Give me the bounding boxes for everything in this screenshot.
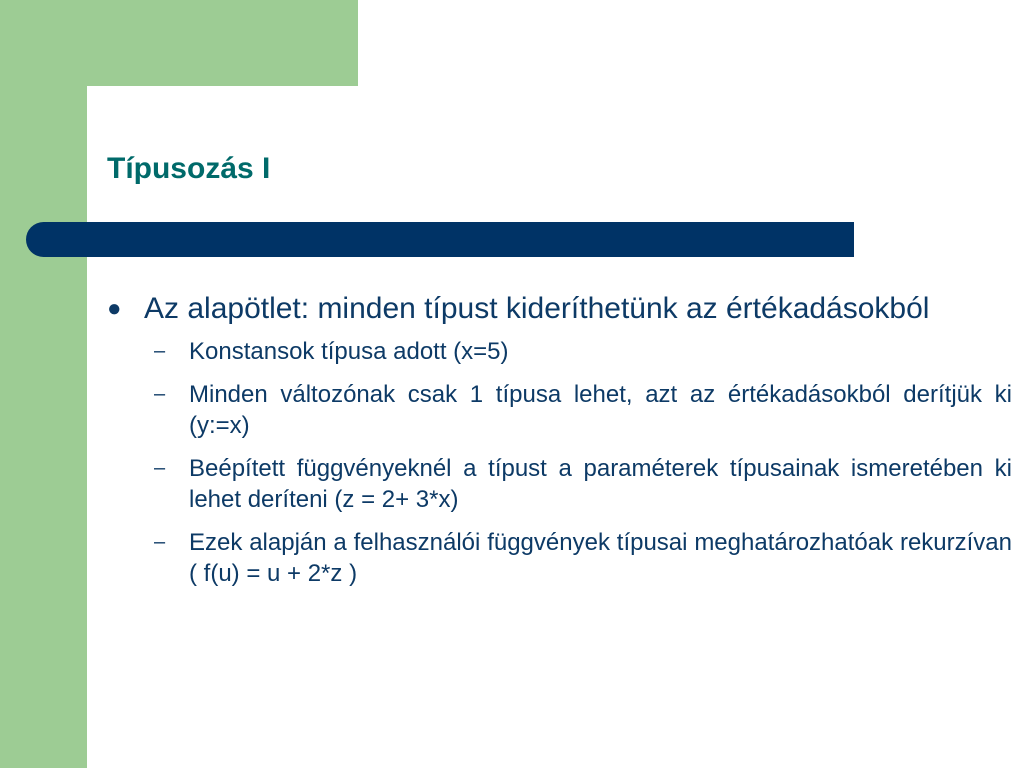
rounded-corner <box>87 86 147 146</box>
main-bullet <box>107 290 1012 328</box>
sub-bullet <box>107 379 1012 441</box>
sub-bullet-text: Konstansok típusa adott (x=5) <box>189 338 509 365</box>
bullet-icon: ● <box>107 295 122 322</box>
dash-icon: – <box>154 531 166 553</box>
sub-bullet-text: Ezek alapján a felhasználói függvények típusai meghatározhatóak rekurzívan ( f(u) = u + 2*z ) <box>189 529 1012 587</box>
sub-bullet <box>107 527 1012 589</box>
sub-bullet <box>107 453 1012 515</box>
sub-bullet <box>107 336 1012 367</box>
slide-body <box>107 290 1012 589</box>
dash-icon: – <box>154 457 166 479</box>
green-side-strip <box>0 0 87 768</box>
sub-bullet-text: Minden változónak csak 1 típusa lehet, azt az értékadásokból derítjük ki (y:=x) <box>189 381 1012 439</box>
title-underline-bar <box>26 222 854 257</box>
sub-bullet-text: Beépített függvényeknél a típust a paraméterek típusainak ismeretében ki lehet deríteni (z = 2+ 3*x) <box>189 455 1012 513</box>
slide-title: Típusozás I <box>107 152 271 185</box>
green-top-block <box>0 0 358 86</box>
dash-icon: – <box>154 383 166 405</box>
dash-icon: – <box>154 340 166 362</box>
main-bullet-text: Az alapötlet: minden típust kideríthetünk az értékadásokból <box>144 292 930 325</box>
